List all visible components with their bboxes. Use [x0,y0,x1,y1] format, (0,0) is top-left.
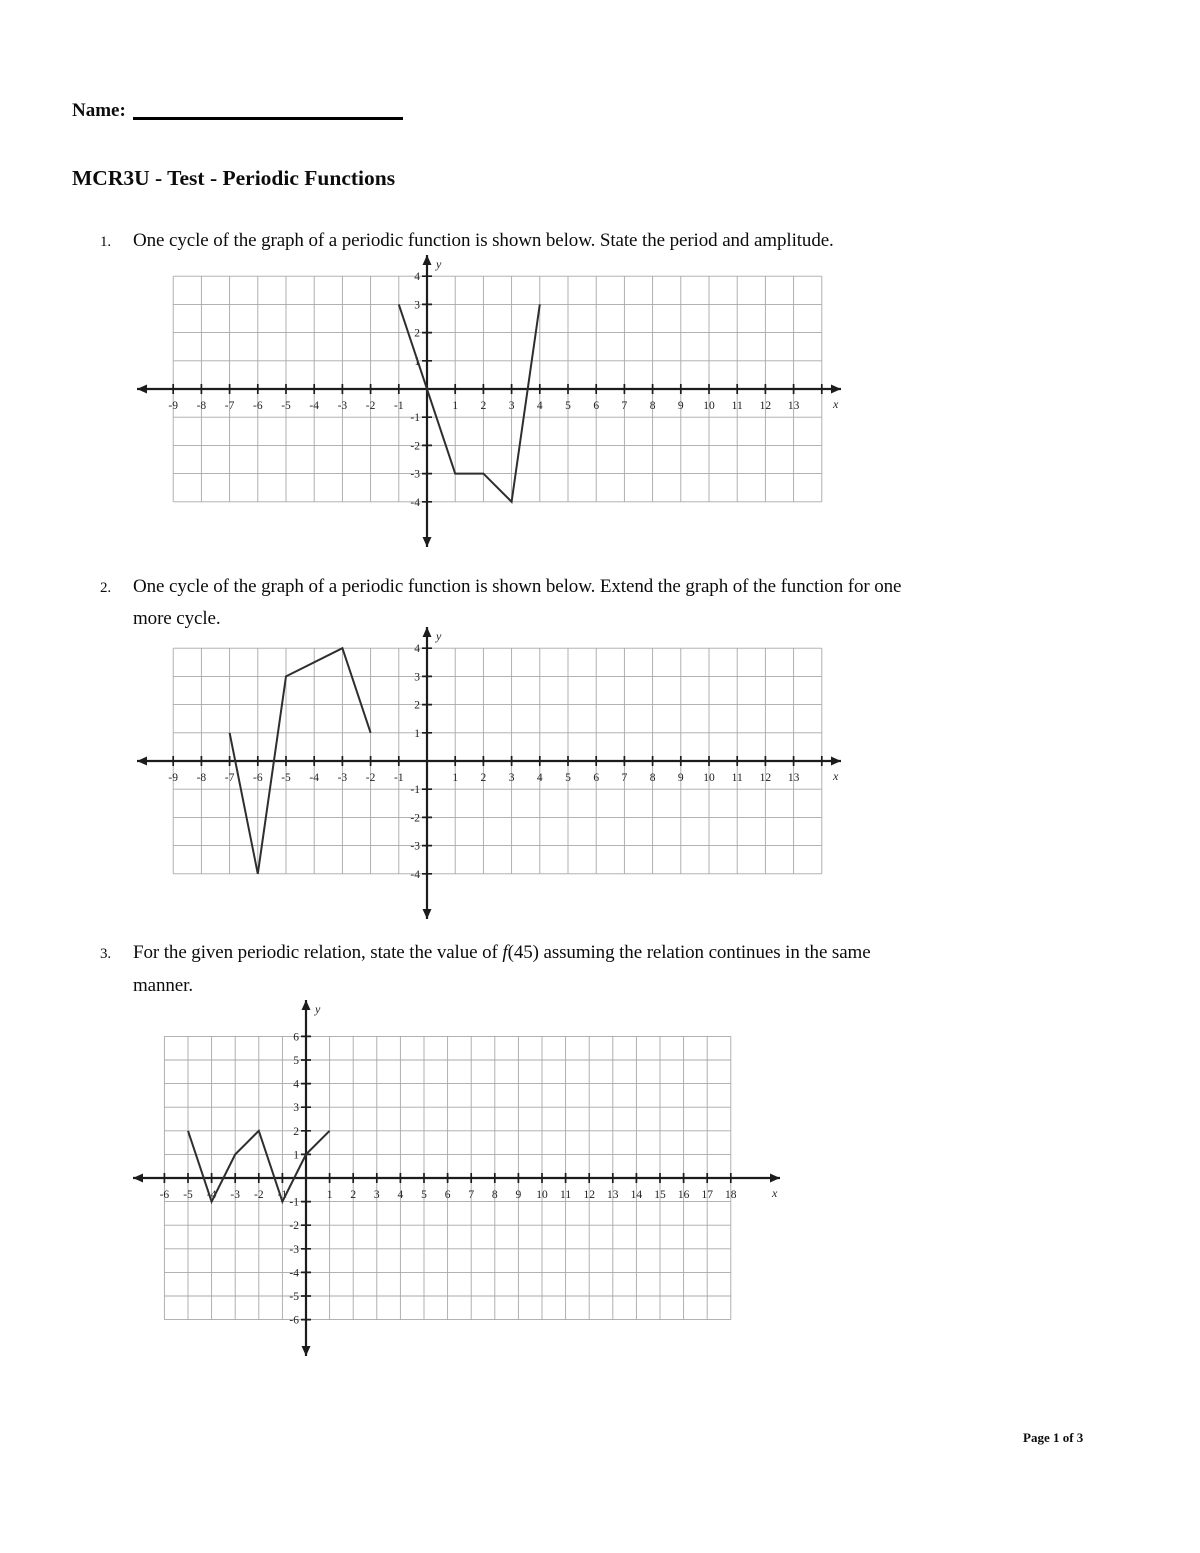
svg-text:8: 8 [491,1189,498,1201]
svg-text:-6: -6 [253,400,263,412]
svg-text:10: 10 [703,772,715,784]
svg-text:7: 7 [621,772,628,784]
svg-text:x: x [833,769,839,783]
svg-text:-5: -5 [281,772,291,784]
question-2-number: 2. [100,580,112,596]
svg-text:17: 17 [701,1189,713,1201]
svg-text:6: 6 [593,772,600,784]
svg-text:8: 8 [649,400,656,412]
svg-text:12: 12 [583,1189,595,1201]
svg-text:7: 7 [468,1189,475,1201]
svg-text:8: 8 [649,772,656,784]
svg-text:4: 4 [536,772,543,784]
svg-text:2: 2 [480,772,487,784]
svg-text:11: 11 [731,772,743,784]
page-number: Page 1 of 3 [1023,1430,1084,1445]
svg-text:7: 7 [621,400,628,412]
svg-text:-7: -7 [224,400,235,412]
question-3-graph [125,995,810,1367]
svg-text:-8: -8 [196,772,207,784]
svg-text:11: 11 [731,400,743,412]
svg-text:9: 9 [677,772,684,784]
svg-text:y: y [436,629,442,643]
svg-text:-8: -8 [196,400,207,412]
question-1-graph [130,250,850,552]
svg-text:6: 6 [593,400,600,412]
svg-text:-3: -3 [289,1243,299,1256]
svg-text:y: y [315,1002,321,1016]
svg-text:1: 1 [414,355,420,368]
svg-text:13: 13 [607,1189,619,1201]
svg-text:-3: -3 [230,1189,240,1201]
svg-text:13: 13 [787,400,800,412]
svg-text:-2: -2 [410,812,420,825]
question-2-graph [130,622,850,924]
svg-text:-2: -2 [289,1220,299,1233]
svg-text:4: 4 [414,643,420,656]
svg-text:-1: -1 [277,1189,288,1201]
svg-text:1: 1 [452,400,459,412]
svg-text:10: 10 [703,400,715,412]
svg-text:-3: -3 [410,840,420,853]
svg-text:-6: -6 [159,1189,170,1201]
svg-text:x: x [772,1186,778,1200]
svg-text:6: 6 [293,1031,299,1044]
svg-text:2: 2 [350,1189,357,1201]
svg-text:3: 3 [508,400,515,412]
svg-text:9: 9 [515,1189,522,1201]
question-3-f-symbol: f [502,942,508,963]
svg-text:15: 15 [654,1189,666,1201]
svg-text:1: 1 [452,772,459,784]
svg-text:-9: -9 [168,772,178,784]
svg-text:x: x [833,397,839,411]
svg-text:1: 1 [293,1149,299,1162]
svg-text:2: 2 [293,1125,299,1138]
question-2-text-line1: One cycle of the graph of a periodic function is shown below. Extend the graph of the function for one [133,576,902,597]
svg-text:y: y [436,257,442,271]
name-label: Name: [72,100,126,121]
svg-text:4: 4 [397,1189,404,1201]
svg-text:5: 5 [293,1055,299,1067]
svg-text:-1: -1 [394,400,404,412]
svg-text:-5: -5 [281,400,291,412]
svg-text:9: 9 [677,400,684,412]
svg-text:-2: -2 [365,400,376,412]
svg-text:5: 5 [421,1189,427,1201]
svg-text:12: 12 [759,772,772,784]
svg-text:1: 1 [414,727,420,740]
svg-text:2: 2 [414,327,420,340]
svg-text:3: 3 [508,772,515,784]
svg-text:2: 2 [480,400,487,412]
svg-text:-1: -1 [410,412,420,425]
svg-text:-3: -3 [410,468,420,481]
svg-text:4: 4 [414,271,420,284]
question-3-number: 3. [100,946,112,962]
svg-text:6: 6 [444,1189,451,1201]
svg-text:-4: -4 [206,1189,217,1201]
svg-text:-5: -5 [289,1291,299,1303]
svg-text:16: 16 [677,1189,690,1201]
svg-text:3: 3 [293,1102,299,1115]
svg-text:1: 1 [326,1189,333,1201]
svg-text:-9: -9 [168,400,178,412]
svg-text:-4: -4 [410,868,420,881]
page-title: MCR3U - Test - Periodic Functions [72,166,396,190]
svg-text:5: 5 [565,772,571,784]
svg-text:-3: -3 [337,400,348,412]
svg-text:-1: -1 [410,784,420,797]
name-blank-line [133,117,403,120]
question-1-number: 1. [100,234,112,250]
svg-text:-2: -2 [410,440,420,453]
svg-text:10: 10 [536,1189,548,1201]
question-1-text: One cycle of the graph of a periodic function is shown below. State the period and amplitude. [133,230,834,251]
svg-text:-2: -2 [254,1189,264,1201]
question-3-text-post: (45) assuming the relation continues in the same [507,942,871,963]
svg-text:12: 12 [759,400,772,412]
svg-text:-2: -2 [365,772,376,784]
question-2-text-line2: more cycle. [133,608,221,629]
question-3-text-pre: For the given periodic relation, state the value of [133,942,503,963]
svg-text:13: 13 [787,772,800,784]
svg-text:14: 14 [630,1189,643,1201]
svg-text:3: 3 [414,299,420,312]
svg-text:4: 4 [293,1078,299,1091]
svg-text:-4: -4 [410,496,420,509]
svg-text:-5: -5 [183,1189,193,1201]
svg-text:-4: -4 [309,400,319,412]
svg-text:4: 4 [536,400,543,412]
svg-text:-6: -6 [289,1314,299,1327]
svg-text:-7: -7 [224,772,235,784]
svg-text:18: 18 [725,1189,737,1201]
svg-text:-6: -6 [253,772,263,784]
svg-text:2: 2 [414,699,420,712]
question-3-text-line2: manner. [133,975,193,996]
svg-text:-1: -1 [394,772,404,784]
svg-text:3: 3 [414,671,420,684]
svg-text:3: 3 [373,1189,380,1201]
svg-text:-3: -3 [337,772,348,784]
svg-text:-4: -4 [289,1267,299,1280]
svg-text:5: 5 [565,400,571,412]
question-3-text-line1 [133,942,871,964]
svg-text:-4: -4 [309,772,319,784]
svg-text:-1: -1 [289,1196,299,1209]
svg-text:11: 11 [560,1189,572,1201]
